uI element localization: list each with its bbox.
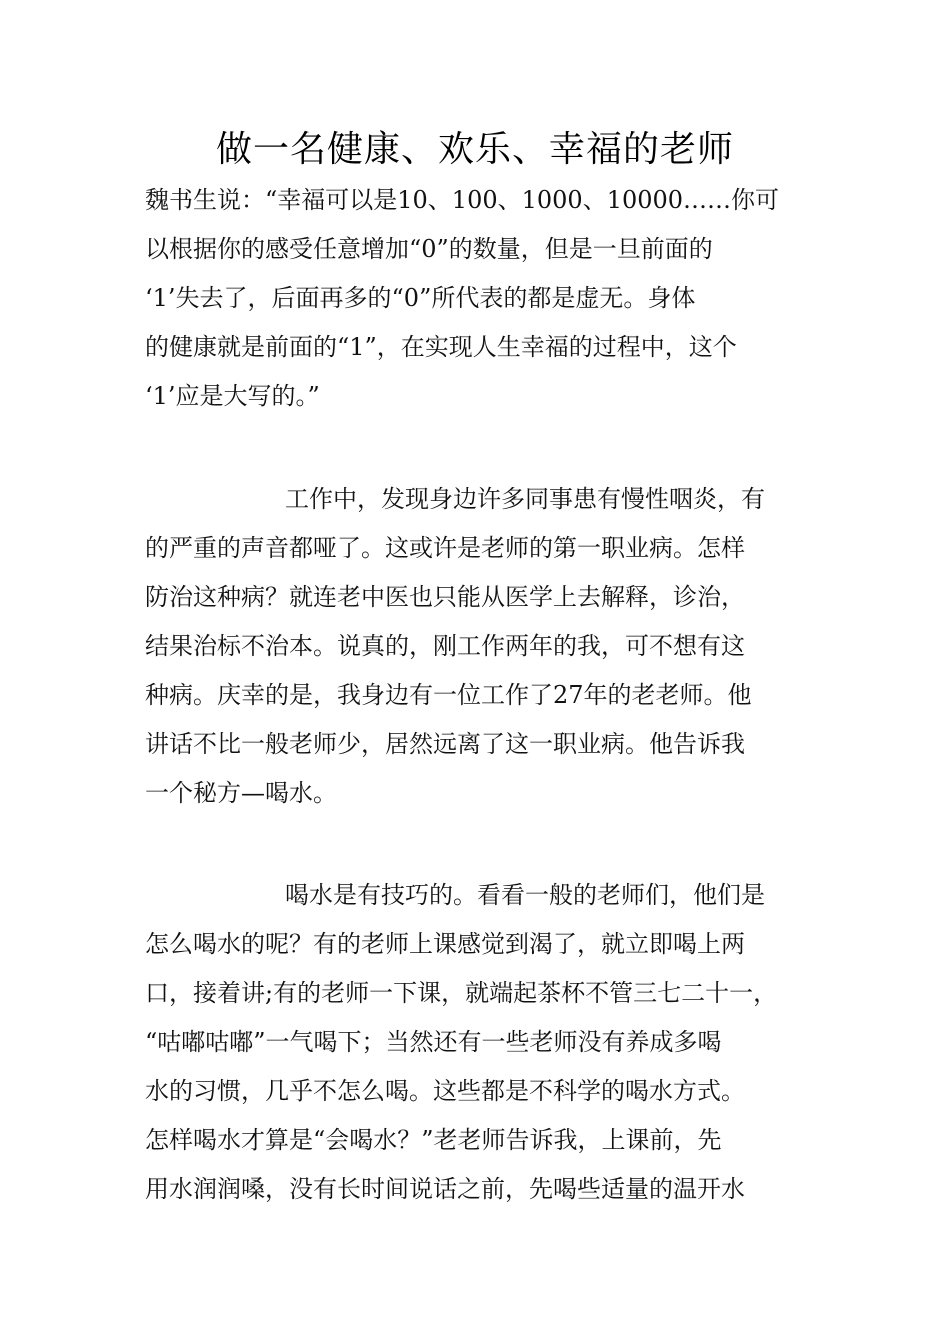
paragraph-2 — [145, 475, 815, 818]
document-title: 做一名健康、欢乐、幸福的老师 — [215, 129, 734, 170]
paragraph-line: ‘1’应是大写的。” — [145, 382, 320, 410]
paragraph-line: 防治这种病？就连老中医也只能从医学上去解释，诊治， — [145, 583, 745, 611]
paragraph-line: 结果治标不治本。说真的，刚工作两年的我，可不想有这 — [145, 632, 745, 660]
paragraph-line: 怎么喝水的呢？有的老师上课感觉到渴了，就立即喝上两 — [145, 930, 745, 958]
paragraph-line: 一个秘方—喝水。 — [145, 779, 337, 807]
paragraph-3 — [145, 871, 815, 1214]
paragraph-line: “咕嘟咕嘟”一气喝下；当然还有一些老师没有养成多喝 — [145, 1028, 722, 1056]
paragraph-line: 的健康就是前面的“1”，在实现人生幸福的过程中，这个 — [145, 333, 737, 361]
paragraph-line: 怎样喝水才算是“会喝水？”老老师告诉我，上课前，先 — [145, 1126, 722, 1154]
paragraph-line: 工作中，发现身边许多同事患有慢性咽炎，有 — [285, 485, 765, 513]
paragraph-line: 的严重的声音都哑了。这或许是老师的第一职业病。怎样 — [145, 534, 745, 562]
paragraph-1 — [145, 176, 815, 421]
paragraph-line: 水的习惯，几乎不怎么喝。这些都是不科学的喝水方式。 — [145, 1077, 745, 1105]
paragraph-line: 魏书生说：“幸福可以是10、100、1000、10000……你可 — [145, 186, 780, 214]
paragraph-line: 喝水是有技巧的。看看一般的老师们，他们是 — [285, 881, 765, 909]
paragraph-line: 讲话不比一般老师少，居然远离了这一职业病。他告诉我 — [145, 730, 745, 758]
paragraph-line: 种病。庆幸的是，我身边有一位工作了27年的老老师。他 — [145, 681, 752, 709]
paragraph-line: 口，接着讲;有的老师一下课，就端起茶杯不管三七二十一， — [145, 979, 778, 1007]
paragraph-line: 以根据你的感受任意增加“0”的数量，但是一旦前面的 — [145, 235, 713, 263]
paragraph-line: ‘1’失去了，后面再多的“0”所代表的都是虚无。身体 — [145, 284, 696, 312]
paragraph-line: 用水润润嗓，没有长时间说话之前，先喝些适量的温开水 — [145, 1175, 745, 1203]
